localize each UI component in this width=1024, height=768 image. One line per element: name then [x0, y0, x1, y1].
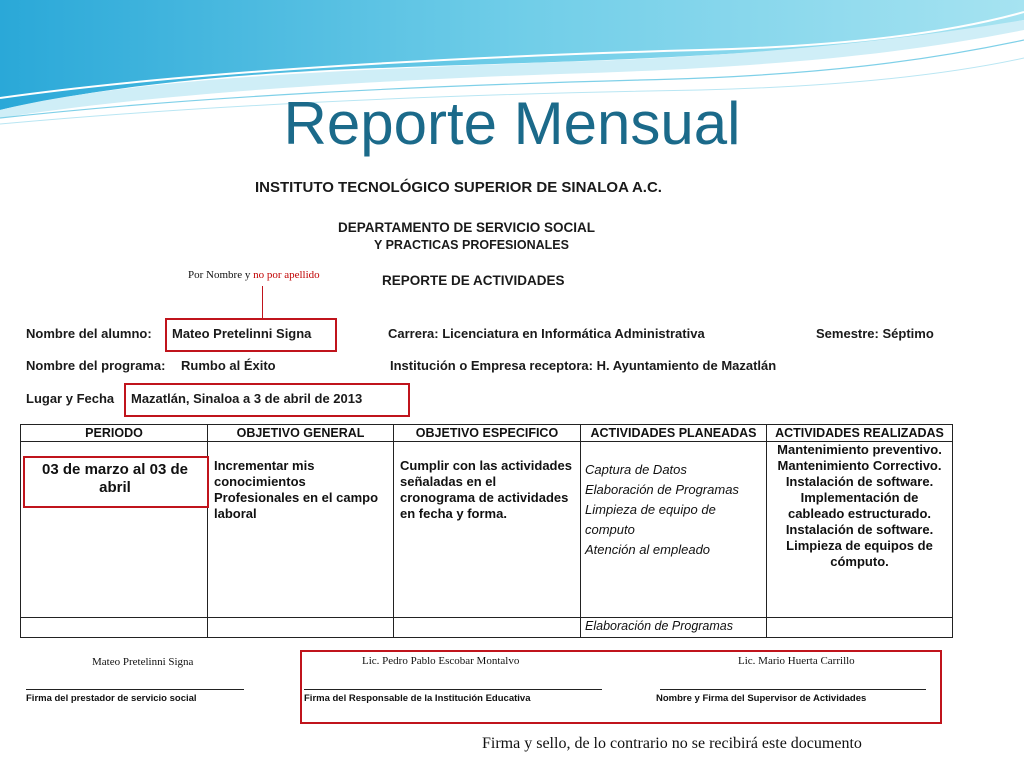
- cell-objetivo-especifico: Cumplir con las actividades señaladas en el cronograma de actividades en fecha y forma.: [394, 442, 581, 618]
- list-item: Limpieza de equipo de computo: [585, 502, 716, 537]
- semester-field: Semestre: Séptimo: [816, 326, 934, 341]
- student-label: Nombre del alumno:: [26, 326, 152, 341]
- extra-planeada: Elaboración de Programas: [585, 619, 733, 633]
- cell-planeadas: [581, 442, 767, 618]
- signature-name-supervisor: Lic. Mario Huerta Carrillo: [738, 655, 855, 667]
- signature-line-supervisor: [660, 689, 926, 690]
- department-line2: Y PRACTICAS PROFESIONALES: [374, 238, 569, 252]
- student-value: Mateo Pretelinni Signa: [172, 326, 312, 341]
- note-pointer-line: [262, 286, 263, 320]
- list-item: Instalación de software.: [785, 474, 934, 489]
- list-item: Mantenimiento Correctivo.: [777, 458, 942, 473]
- header-objetivo-general: OBJETIVO GENERAL: [208, 425, 394, 442]
- table-row: [21, 618, 953, 638]
- signature-caption-prestador: Firma del prestador de servicio social: [26, 693, 197, 704]
- list-item: Instalación de software.: [785, 522, 934, 537]
- place-value: Mazatlán, Sinaloa a 3 de abril de 2013: [131, 391, 363, 406]
- program-value: Rumbo al Éxito: [181, 358, 276, 373]
- signature-line-responsable: [304, 689, 602, 690]
- cell-realizadas: [767, 442, 953, 618]
- header-objetivo-especifico: OBJETIVO ESPECIFICO: [394, 425, 581, 442]
- institute-name: INSTITUTO TECNOLÓGICO SUPERIOR DE SINALOA A.C.: [255, 179, 662, 196]
- signature-caption-responsable: Firma del Responsable de la Institución Educativa: [304, 693, 531, 704]
- header-periodo: PERIODO: [21, 425, 208, 442]
- department-line1: DEPARTAMENTO DE SERVICIO SOCIAL: [338, 220, 596, 235]
- list-item: Limpieza de equipos de cómputo.: [786, 538, 933, 569]
- signature-name-prestador: Mateo Pretelinni Signa: [92, 656, 194, 668]
- slide-title: Reporte Mensual: [283, 90, 741, 157]
- table-header-row: [21, 425, 953, 442]
- list-item: Atención al empleado: [585, 542, 711, 557]
- student-highlight-box: [165, 318, 337, 352]
- naming-note: Por Nombre y no por apellido: [188, 269, 320, 281]
- list-item: Implementación de cableado estructurado.: [787, 490, 932, 521]
- career-field: Carrera: Licenciatura en Informática Administrativa: [388, 326, 705, 341]
- place-highlight-box: [124, 383, 410, 417]
- header-actividades-planeadas: ACTIVIDADES PLANEADAS: [581, 425, 767, 442]
- list-item: Mantenimiento preventivo.: [777, 442, 942, 457]
- header-actividades-realizadas: ACTIVIDADES REALIZADAS: [767, 425, 953, 442]
- report-title: REPORTE DE ACTIVIDADES: [382, 273, 565, 288]
- footer-note: Firma y sello, de lo contrario no se recibirá este documento: [482, 735, 862, 752]
- periodo-value: 03 de marzo al 03 de abril: [42, 461, 188, 496]
- list-item: Captura de Datos: [585, 462, 687, 477]
- place-label: Lugar y Fecha: [26, 391, 115, 406]
- cell-objetivo-general: Incrementar mis conocimientos Profesionales en el campo laboral: [208, 442, 394, 618]
- program-label: Nombre del programa:: [26, 358, 166, 373]
- signature-name-responsable: Lic. Pedro Pablo Escobar Montalvo: [362, 655, 520, 667]
- signature-caption-supervisor: Nombre y Firma del Supervisor de Actividades: [656, 693, 867, 704]
- list-item: Elaboración de Programas: [585, 482, 739, 497]
- institution-field: Institución o Empresa receptora: H. Ayuntamiento de Mazatlán: [390, 358, 777, 373]
- signature-line-prestador: [26, 689, 244, 690]
